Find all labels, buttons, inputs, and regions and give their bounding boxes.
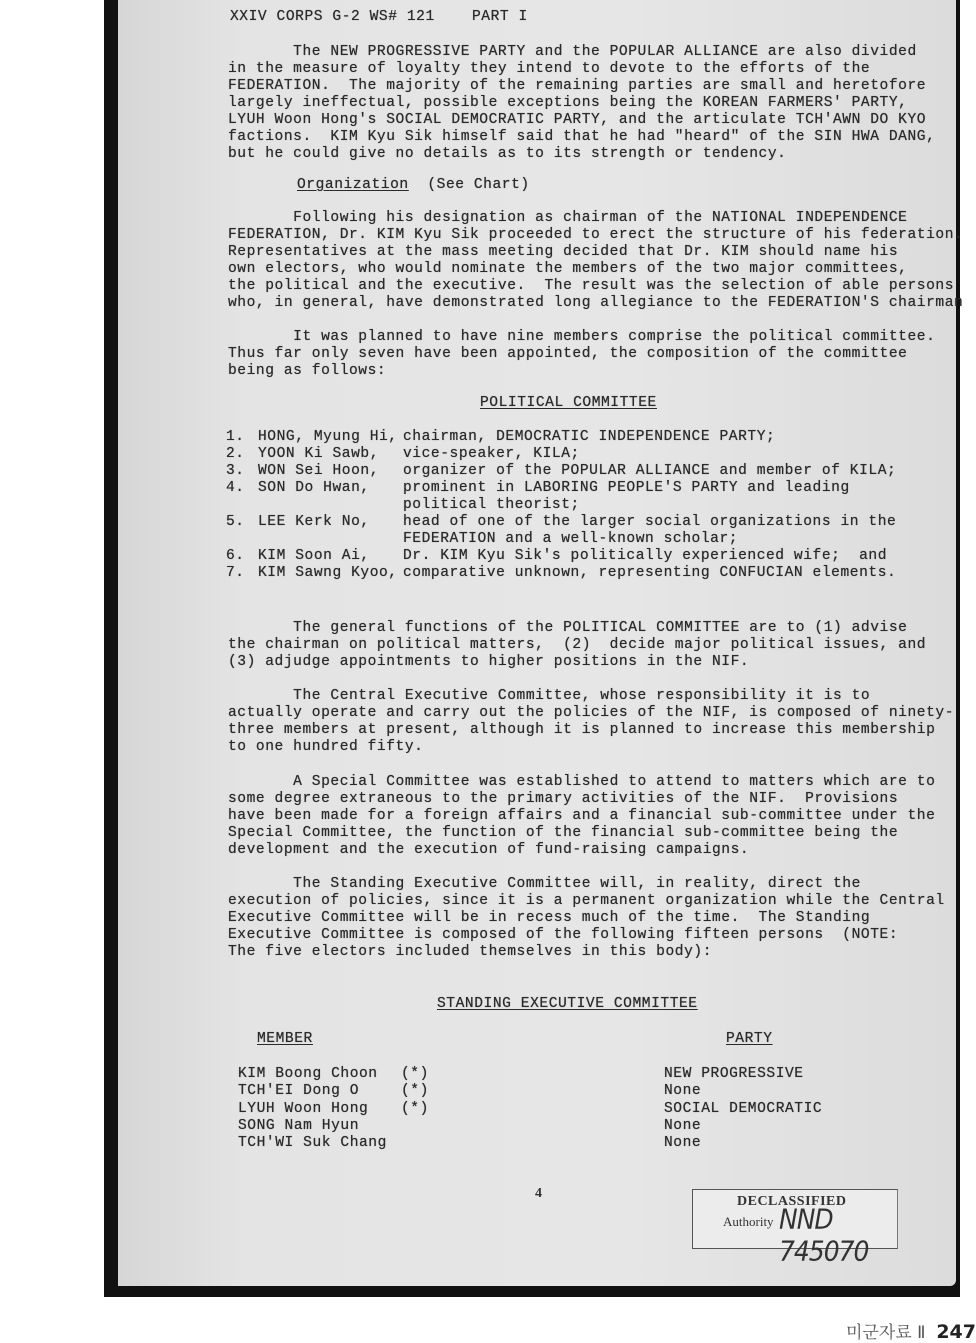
- member-name: HONG, Myung Hi,: [258, 429, 398, 445]
- text-line: three members at present, although it is planned to increase this membership: [228, 722, 936, 738]
- member-name: SON Do Hwan,: [258, 480, 370, 496]
- text-line: but he could give no details as to its strength or tendency.: [228, 146, 787, 162]
- member-name: LYUH Woon Hong: [238, 1100, 369, 1117]
- stamp-authority-number: NND 745070: [779, 1203, 869, 1267]
- text-line: Thus far only seven have been appointed, the composition of the committee: [228, 346, 908, 362]
- text-line: Special Committee, the function of the financial sub-committee being the: [228, 825, 899, 841]
- text-line: Following his designation as chairman of the NATIONAL INDEPENDENCE: [228, 210, 908, 226]
- text-line: Representatives at the mass meeting decided that Dr. KIM should name his: [228, 244, 899, 260]
- text-line: Executive Committee is composed of the following fifteen persons (NOTE:: [228, 927, 899, 943]
- text-line: (3) adjudge appointments to higher positions in the NIF.: [228, 654, 750, 670]
- member-description: head of one of the larger social organizations in the: [403, 514, 897, 530]
- member-description: prominent in LABORING PEOPLE'S PARTY and leading: [403, 480, 850, 496]
- text-line: the political and the executive. The result was the selection of able persons: [228, 278, 954, 294]
- member-name: TCH'EI Dong O: [238, 1083, 359, 1100]
- text-line: to one hundred fifty.: [228, 739, 424, 755]
- text-line: It was planned to have nine members comprise the political committee.: [228, 329, 936, 345]
- text-line: being as follows:: [228, 363, 387, 379]
- member-description: FEDERATION and a well-known scholar;: [403, 531, 739, 547]
- text-line: execution of policies, since it is a permanent organization while the Central: [228, 893, 945, 909]
- elector-mark: (*): [401, 1083, 429, 1100]
- elector-mark: (*): [401, 1066, 429, 1082]
- page-number: 4: [535, 1186, 542, 1201]
- text-line: largely ineffectual, possible exceptions being the KOREAN FARMERS' PARTY,: [228, 95, 908, 111]
- member-description: vice-speaker, KILA;: [403, 446, 580, 462]
- party-column-header: PARTY: [726, 1031, 773, 1047]
- text-line: have been made for a foreign affairs and a financial sub-committee under the: [228, 808, 936, 824]
- member-description: chairman, DEMOCRATIC INDEPENDENCE PARTY;: [403, 429, 776, 445]
- text-line: LYUH Woon Hong's SOCIAL DEMOCRATIC PARTY, and the articulate TCH'AWN DO KYO: [228, 112, 927, 128]
- member-party: None: [664, 1083, 702, 1100]
- declassified-stamp: [692, 1189, 898, 1267]
- text-line: own electors, who would nominate the members of the two major committees,: [228, 261, 908, 277]
- footer-page-number: 247: [936, 1321, 976, 1343]
- member-number: 6.: [226, 548, 245, 564]
- text-line: some degree extraneous to the primary activities of the NIF. Provisions: [228, 791, 899, 807]
- member-description: comparative unknown, representing CONFUCIAN elements.: [403, 565, 897, 581]
- member-name: LEE Kerk No,: [258, 514, 370, 530]
- member-party: None: [664, 1117, 702, 1134]
- text-line: FEDERATION. The majority of the remaining parties are small and heretofore: [228, 78, 927, 94]
- member-party: NEW PROGRESSIVE: [664, 1066, 804, 1082]
- member-name: KIM Soon Ai,: [258, 548, 370, 564]
- organization-heading: Organization: [297, 177, 409, 193]
- book-footer: [846, 1318, 976, 1343]
- member-name: YOON Ki Sawb,: [258, 446, 379, 462]
- text-line: Executive Committee will be in recess much of the time. The Standing: [228, 910, 871, 926]
- stamp-authority-label: Authority: [723, 1214, 774, 1229]
- stamp-heading: DECLASSIFIED: [737, 1194, 847, 1209]
- member-number: 3.: [226, 463, 245, 479]
- organization-section: [297, 177, 530, 194]
- standing-committee-title: STANDING EXECUTIVE COMMITTEE: [437, 996, 698, 1012]
- footer-label: 미군자료 Ⅱ: [846, 1323, 926, 1343]
- text-line: development and the execution of fund-raising campaigns.: [228, 842, 750, 858]
- text-line: the chairman on political matters, (2) decide major political issues, and: [228, 637, 927, 653]
- elector-mark: (*): [401, 1100, 429, 1117]
- text-line: in the measure of loyalty they intend to devote to the efforts of the: [228, 61, 871, 77]
- member-party: None: [664, 1135, 702, 1152]
- text-line: The Standing Executive Committee will, in reality, direct the: [228, 876, 861, 892]
- text-line: The Central Executive Committee, whose responsibility it is to: [228, 688, 871, 704]
- member-party: SOCIAL DEMOCRATIC: [664, 1100, 823, 1117]
- member-number: 2.: [226, 446, 245, 462]
- text-line: FEDERATION, Dr. KIM Kyu Sik proceeded to erect the structure of his federation.: [228, 227, 964, 243]
- member-name: SONG Nam Hyun: [238, 1117, 359, 1134]
- member-description: political theorist;: [403, 497, 580, 513]
- organization-note: (See Chart): [427, 177, 530, 193]
- document-header: XXIV CORPS G-2 WS# 121 PART I: [230, 9, 528, 25]
- text-line: actually operate and carry out the policies of the NIF, is composed of ninety-: [228, 705, 954, 721]
- text-line: who, in general, have demonstrated long allegiance to the FEDERATION'S chairman: [228, 295, 964, 311]
- member-number: 1.: [226, 429, 245, 445]
- text-line: The five electors included themselves in this body):: [228, 944, 712, 960]
- member-name: KIM Sawng Kyoo,: [258, 565, 398, 581]
- member-description: organizer of the POPULAR ALLIANCE and member of KILA;: [403, 463, 897, 479]
- text-line: The general functions of the POLITICAL COMMITTEE are to (1) advise: [228, 620, 908, 636]
- member-number: 7.: [226, 565, 245, 581]
- member-name: KIM Boong Choon: [238, 1066, 378, 1082]
- member-column-header: MEMBER: [257, 1031, 313, 1047]
- member-name: WON Sei Hoon,: [258, 463, 379, 479]
- text-line: factions. KIM Kyu Sik himself said that he had "heard" of the SIN HWA DANG,: [228, 129, 936, 145]
- political-committee-title: POLITICAL COMMITTEE: [480, 395, 657, 411]
- text-line: A Special Committee was established to attend to matters which are to: [228, 774, 936, 790]
- member-description: Dr. KIM Kyu Sik's politically experienced wife; and: [403, 548, 887, 564]
- member-name: TCH'WI Suk Chang: [238, 1135, 387, 1152]
- text-line: The NEW PROGRESSIVE PARTY and the POPULAR ALLIANCE are also divided: [228, 44, 917, 60]
- member-number: 5.: [226, 514, 245, 530]
- member-number: 4.: [226, 480, 245, 496]
